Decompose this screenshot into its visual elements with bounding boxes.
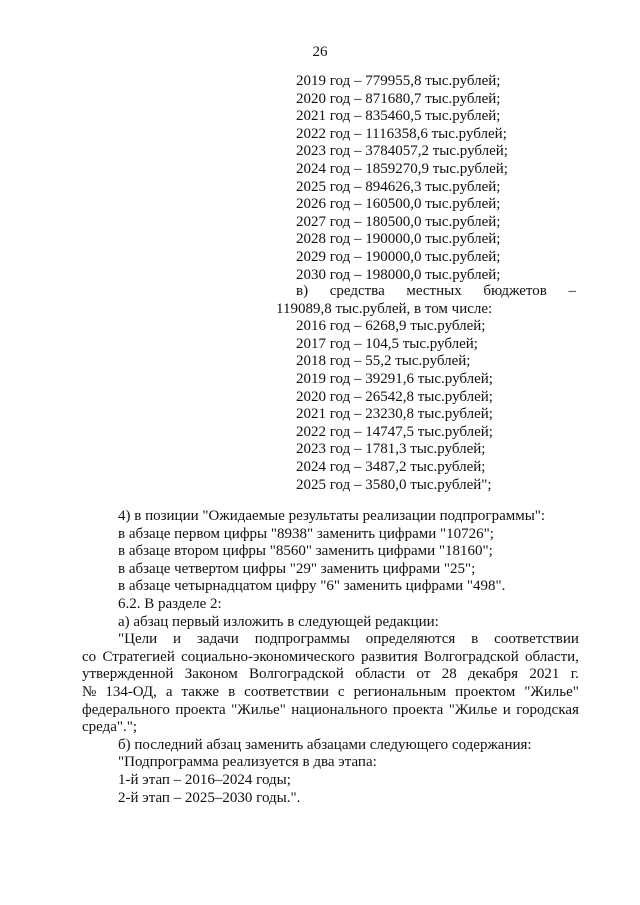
page-number: 26 [312, 44, 328, 60]
amendment-para-14: в абзаце четырнадцатом цифру "6" заменить цифрами "498". [118, 578, 506, 595]
amendment-item-4: 4) в позиции "Ожидаемые результаты реализации подпрограммы": [118, 508, 546, 524]
year-line: 2022 год – 14747,5 тыс.рублей; [296, 423, 493, 440]
quote-line: "Цели и задачи подпрограммы определяются в соответствии [118, 631, 579, 648]
year-line: 2019 год – 779955,8 тыс.рублей; [296, 73, 501, 89]
year-line: 2017 год – 104,5 тыс.рублей; [296, 335, 478, 352]
amendment-para-4: в абзаце четвертом цифры "29" заменить цифрами "25"; [118, 560, 476, 577]
quote-line-end: среда"."; [82, 719, 138, 736]
year-line: 2020 год – 871680,7 тыс.рублей; [296, 90, 501, 107]
stage-1: 1-й этап – 2016–2024 годы; [118, 771, 291, 788]
regional-budget-years [296, 73, 508, 284]
amendment-para-2: в абзаце втором цифры "8560" заменить цифрами "18160"; [118, 543, 493, 560]
year-line: 2021 год – 23230,8 тыс.рублей; [296, 406, 493, 423]
section-6-2: 6.2. В разделе 2: [118, 595, 222, 612]
amendment-item-b: б) последний абзац заменить абзацами следующего содержания: [118, 736, 532, 753]
year-line: 2022 год – 1116358,6 тыс.рублей; [296, 125, 507, 142]
year-line: 2025 год – 3580,0 тыс.рублей"; [296, 476, 492, 493]
local-budget-section [276, 283, 576, 494]
quote-line: № 134-ОД, а также в соответствии с региональным проектом "Жилье" [82, 683, 579, 700]
year-line: 2028 год – 190000,0 тыс.рублей; [296, 231, 501, 248]
stage-2: 2-й этап – 2025–2030 годы.". [118, 789, 301, 806]
year-line: 2021 год – 835460,5 тыс.рублей; [296, 108, 501, 125]
year-line: 2020 год – 26542,8 тыс.рублей; [296, 388, 493, 405]
quote-line: федерального проекта "Жилье" национального проекта "Жилье и городская [82, 701, 579, 718]
amendment-para-1: в абзаце первом цифры "8938" заменить цифрами "10726"; [118, 525, 494, 542]
year-line: 2024 год – 1859270,9 тыс.рублей; [296, 160, 508, 177]
year-line: 2019 год – 39291,6 тыс.рублей; [296, 370, 493, 387]
amendment-item-a: а) абзац первый изложить в следующей редакции: [118, 613, 439, 630]
year-line: 2027 год – 180500,0 тыс.рублей; [296, 213, 501, 230]
local-budget-heading: в) средства местных бюджетов – [296, 283, 576, 299]
year-line: 2026 год – 160500,0 тыс.рублей; [296, 196, 501, 213]
year-line: 2023 год – 3784057,2 тыс.рублей; [296, 143, 508, 160]
year-line: 2029 год – 190000,0 тыс.рублей; [296, 248, 501, 265]
amendments-section [82, 508, 579, 807]
year-line: 2016 год – 6268,9 тыс.рублей; [296, 318, 486, 335]
year-line: 2025 год – 894626,3 тыс.рублей; [296, 178, 501, 195]
quote-line: со Стратегией социально-экономического развития Волгоградской области, [82, 648, 579, 665]
year-line: 2018 год – 55,2 тыс.рублей; [296, 353, 471, 370]
year-line: 2024 год – 3487,2 тыс.рублей; [296, 458, 486, 475]
local-budget-total: 119089,8 тыс.рублей, в том числе: [276, 300, 493, 317]
year-line: 2030 год – 198000,0 тыс.рублей; [296, 266, 501, 283]
stages-intro: "Подпрограмма реализуется в два этапа: [118, 754, 377, 771]
year-line: 2023 год – 1781,3 тыс.рублей; [296, 441, 486, 458]
quote-line: утвержденной Законом Волгоградской области от 28 декабря 2021 г. [82, 666, 579, 683]
